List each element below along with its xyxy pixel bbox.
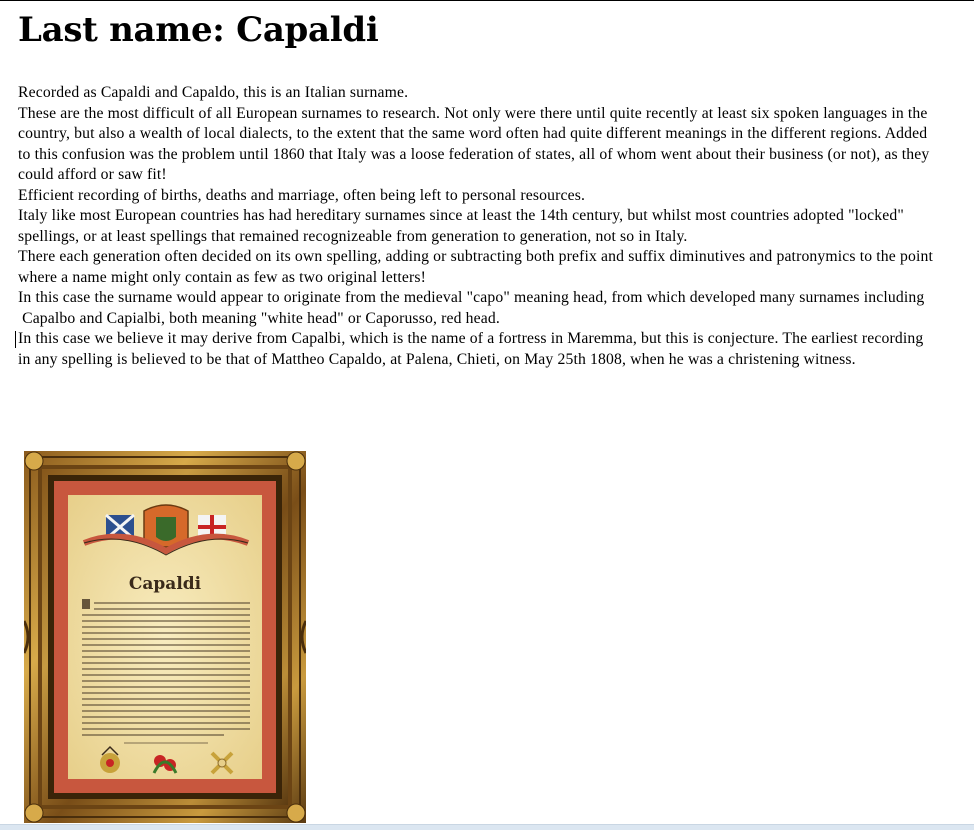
paragraph-with-text-cursor[interactable] bbox=[18, 329, 938, 370]
text-cursor bbox=[15, 331, 16, 348]
window-bottom-edge bbox=[0, 824, 974, 830]
paragraph: Capalbo and Capialbi, both meaning "white head" or Caporusso, red head. bbox=[18, 309, 500, 327]
paragraph: Recorded as Capaldi and Capaldo, this is an Italian surname. bbox=[18, 84, 409, 101]
framed-certificate-image bbox=[24, 451, 306, 823]
paragraph: Italy like most European countries has had hereditary surnames since at least the 14th century, but whilst most countries adopted "locked" spellings, or at least spellings that remained recognizeable from generation to generation, not so in Italy. bbox=[18, 207, 904, 245]
page-content bbox=[18, 8, 938, 370]
certificate-surname: Capaldi bbox=[128, 574, 202, 594]
paragraph: In this case the surname would appear to originate from the medieval "capo" meaning head, from which developed many surnames including bbox=[18, 289, 925, 306]
article-body bbox=[18, 83, 938, 370]
page-title: Last name: Capaldi bbox=[18, 10, 379, 50]
paragraph-text: In this case we believe it may derive from Capalbi, which is the name of a fortress in Maremma, but this is conjecture. The earliest recording in any spelling is believed to be that of Mattheo Capaldo, at Palena, Chieti, on May 25th 1808, when he was a christening witness. bbox=[18, 330, 924, 368]
paragraph: There each generation often decided on its own spelling, adding or subtracting both prefix and suffix diminutives and patronymics to the point where a name might only contain as few as two original letters! bbox=[18, 248, 933, 286]
paragraph: Efficient recording of births, deaths and marriage, often being left to personal resources. bbox=[18, 186, 586, 204]
paragraph: These are the most difficult of all European surnames to research. Not only were there until quite recently at least six spoken languages in the country, but also a wealth of local dialects, to the extent that the same word often had quite different meanings in the different regions. Added to this confusion was the problem until 1860 that Italy was a loose federation of states, all of whom went about their business (or not), as they could afford or saw fit! bbox=[18, 104, 930, 183]
top-border bbox=[0, 0, 974, 1]
